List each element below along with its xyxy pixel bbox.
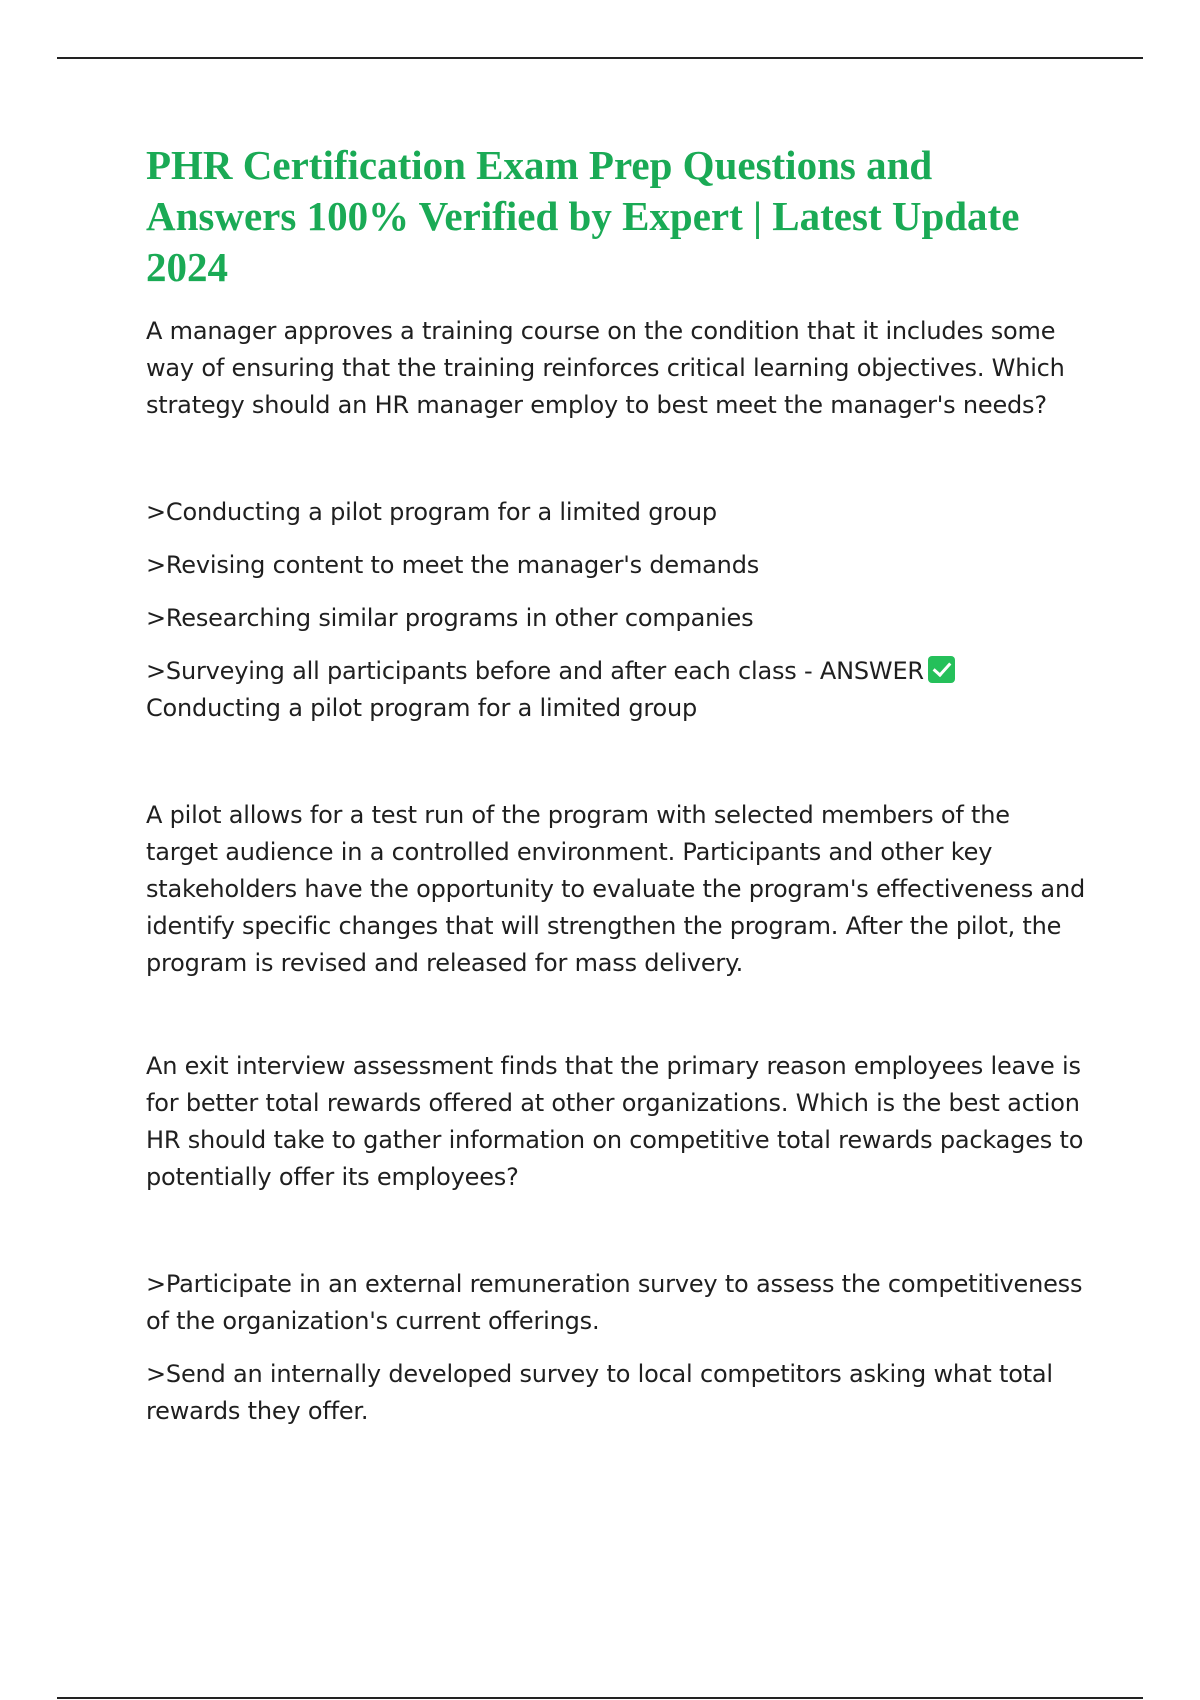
question-2-options bbox=[146, 1266, 1086, 1430]
question-1-option-a: >Conducting a pilot program for a limited group bbox=[146, 498, 717, 526]
question-1-answer: Conducting a pilot program for a limited group bbox=[146, 694, 698, 722]
top-rule bbox=[57, 57, 1143, 59]
question-1-option-c: >Researching similar programs in other companies bbox=[146, 604, 754, 632]
bottom-rule bbox=[57, 1697, 1143, 1699]
question-2-option-b: >Send an internally developed survey to local competitors asking what total rewards they offer. bbox=[146, 1360, 1053, 1425]
document-title: PHR Certification Exam Prep Questions and Answers 100% Verified by Expert | Latest Update 2024 bbox=[146, 142, 1020, 290]
question-1-explanation: A pilot allows for a test run of the program with selected members of the target audience in a controlled environment. Participants and other key stakeholders have the opportunity to evaluate the program's effectiveness and identify specific changes that will strengthen the program. After the pilot, the program is revised and released for mass delivery. bbox=[146, 801, 1085, 977]
question-1-option-d-text: >Surveying all participants before and after each class - ANSWER bbox=[146, 657, 924, 685]
question-1-option-d bbox=[146, 653, 1086, 727]
question-1-option-b: >Revising content to meet the manager's demands bbox=[146, 551, 760, 579]
question-2-text: An exit interview assessment finds that the primary reason employees leave is for better total rewards offered at other organizations. Which is the best action HR should take to gather information on competitive total rewards packages to potentially offer its employees? bbox=[146, 1052, 1084, 1191]
question-1-options bbox=[146, 494, 1086, 727]
check-mark-icon bbox=[928, 656, 955, 683]
question-2-option-a: >Participate in an external remuneration survey to assess the competitiveness of the organization's current offerings. bbox=[146, 1270, 1083, 1335]
question-1-text: A manager approves a training course on the condition that it includes some way of ensuring that the training reinforces critical learning objectives. Which strategy should an HR manager employ to best meet the manager's needs? bbox=[146, 317, 1065, 419]
document-body bbox=[146, 140, 1086, 1446]
